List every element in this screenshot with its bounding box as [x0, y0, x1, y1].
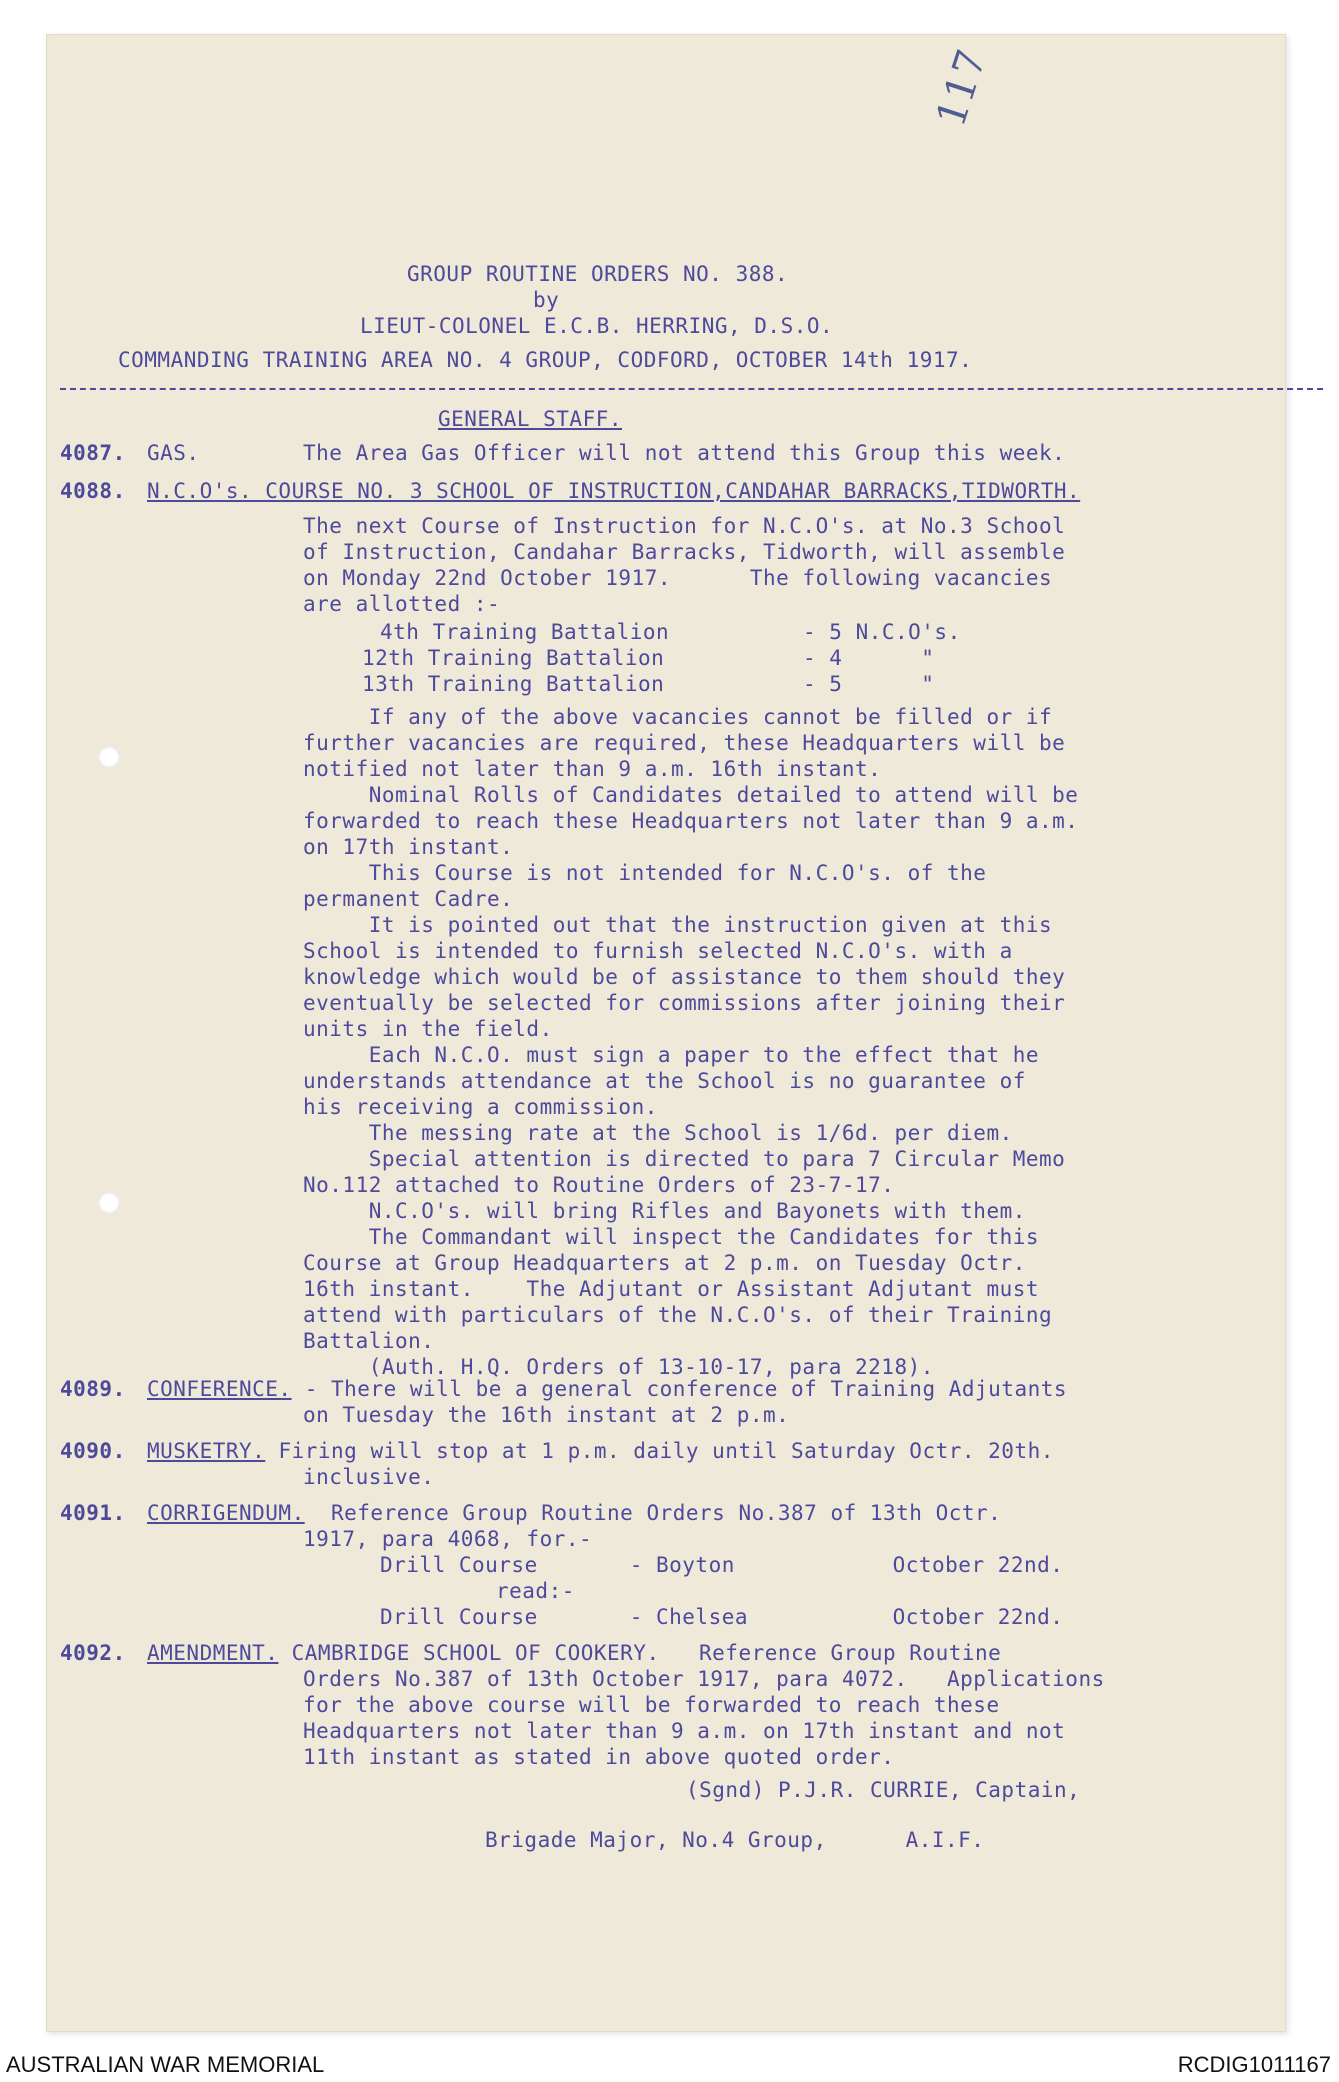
text-line: Each N.C.O. must sign a paper to the effect that he — [303, 1043, 1040, 1067]
text-line: inclusive. — [303, 1465, 435, 1489]
signature-line-2: Brigade Major, No.4 Group, A.I.F. — [485, 1828, 985, 1852]
text-line: on 17th instant. — [303, 835, 514, 859]
vacancy-count: - 5 " — [803, 672, 935, 696]
text-line: Battalion. — [303, 1329, 435, 1353]
corrigendum-for-row: Drill Course - Boyton October 22nd. — [380, 1553, 1064, 1577]
text-line: This Course is not intended for N.C.O's. of the — [303, 861, 987, 885]
text-line: attend with particulars of the N.C.O's. of their Training — [303, 1303, 1053, 1327]
order-subject: MUSKETRY. — [147, 1439, 266, 1463]
vacancy-unit: 13th Training Battalion — [362, 672, 665, 696]
text-line: units in the field. — [303, 1017, 553, 1041]
text-line: Nominal Rolls of Candidates detailed to attend will be — [303, 783, 1079, 807]
vacancy-unit: 4th Training Battalion — [380, 620, 670, 644]
text-line: notified not later than 9 a.m. 16th instant. — [303, 757, 882, 781]
text-line: It is pointed out that the instruction given at this — [303, 913, 1053, 937]
text-line: 11th instant as stated in above quoted order. — [303, 1745, 895, 1769]
text-line: The Commandant will inspect the Candidates for this — [303, 1225, 1040, 1249]
text-line: of Instruction, Candahar Barracks, Tidworth, will assemble — [303, 540, 1066, 564]
header-rule — [60, 388, 1323, 390]
text-line: CAMBRIDGE SCHOOL OF COOKERY. Reference Group Routine — [278, 1641, 1002, 1665]
text-line: are allotted :- — [303, 592, 501, 616]
order-text: The Area Gas Officer will not attend this Group this week. — [303, 441, 1066, 465]
order-4088-paragraph-1 — [303, 513, 1065, 617]
text-line: School is intended to furnish selected N.C.O's. with a — [303, 939, 1013, 963]
signature-line-1: (Sgnd) P.J.R. CURRIE, Captain, — [686, 1778, 1081, 1802]
text-line: eventually be selected for commissions after joining their — [303, 991, 1066, 1015]
order-4088-paragraph-2 — [303, 704, 1078, 1380]
header-line-3: LIEUT-COLONEL E.C.B. HERRING, D.S.O. — [360, 314, 834, 338]
text-line: on Monday 22nd October 1917. The following vacancies — [303, 566, 1053, 590]
corrigendum-read-row: Drill Course - Chelsea October 22nd. — [380, 1605, 1064, 1629]
text-line: If any of the above vacancies cannot be filled or if — [303, 705, 1053, 729]
order-number: 4087. — [60, 441, 126, 465]
footer-catalogue-id: RCDIG1011167 — [1177, 2052, 1331, 2077]
text-line: Firing will stop at 1 p.m. daily until Saturday Octr. 20th. — [265, 1439, 1054, 1463]
text-line: Course at Group Headquarters at 2 p.m. on Tuesday Octr. — [303, 1251, 1026, 1275]
order-number: 4091. — [60, 1501, 126, 1525]
order-4089-first-line — [147, 1376, 1067, 1402]
header-line-4: COMMANDING TRAINING AREA NO. 4 GROUP, CODFORD, OCTOBER 14th 1917. — [118, 348, 973, 372]
text-line: - There will be a general conference of Training Adjutants — [291, 1377, 1068, 1401]
vacancy-unit: 12th Training Battalion — [362, 646, 665, 670]
order-number: 4088. — [60, 479, 126, 503]
order-subject: N.C.O's. COURSE NO. 3 SCHOOL OF INSTRUCTION,CANDAHAR BARRACKS,TIDWORTH. — [147, 479, 1081, 503]
text-line: for the above course will be forwarded to reach these — [303, 1693, 1000, 1717]
order-number: 4090. — [60, 1439, 126, 1463]
text-line: forwarded to reach these Headquarters not later than 9 a.m. — [303, 809, 1079, 833]
order-4092-body — [303, 1666, 1105, 1770]
vacancy-count: - 4 " — [803, 646, 935, 670]
text-line: further vacancies are required, these Headquarters will be — [303, 731, 1066, 755]
text-line: Reference Group Routine Orders No.387 of 13th Octr. — [304, 1501, 1002, 1525]
text-line: understands attendance at the School is no guarantee of — [303, 1069, 1026, 1093]
section-title: GENERAL STAFF. — [438, 407, 623, 431]
text-line: knowledge which would be of assistance to them should they — [303, 965, 1066, 989]
header-line-1: GROUP ROUTINE ORDERS NO. 388. — [407, 262, 789, 286]
text-line: permanent Cadre. — [303, 887, 514, 911]
footer-archive-name: AUSTRALIAN WAR MEMORIAL — [6, 2052, 325, 2077]
text-line: Headquarters not later than 9 a.m. on 17th instant and not — [303, 1719, 1066, 1743]
text-line: his receiving a commission. — [303, 1095, 658, 1119]
text-line: Orders No.387 of 13th October 1917, para 4072. Applications — [303, 1667, 1105, 1691]
text-line: Special attention is directed to para 7 Circular Memo — [303, 1147, 1066, 1171]
header-line-2: by — [533, 288, 560, 312]
text-line: No.112 attached to Routine Orders of 23-7-17. — [303, 1173, 895, 1197]
order-4092-first-line — [147, 1640, 1001, 1666]
order-4091-first-line — [147, 1500, 1001, 1526]
text-line: The next Course of Instruction for N.C.O's. at No.3 School — [303, 514, 1066, 538]
order-number: 4089. — [60, 1377, 126, 1401]
vacancy-count: - 5 N.C.O's. — [803, 620, 961, 644]
text-line: on Tuesday the 16th instant at 2 p.m. — [303, 1403, 790, 1427]
order-subject: CONFERENCE. — [147, 1377, 292, 1401]
text-line: (Auth. H.Q. Orders of 13-10-17, para 2218). — [303, 1355, 934, 1379]
handwritten-folio-number: 117 — [928, 43, 996, 133]
corrigendum-read-label: read:- — [496, 1579, 575, 1603]
order-4090-first-line — [147, 1438, 1054, 1464]
order-subject: AMENDMENT. — [147, 1641, 279, 1665]
text-line: The messing rate at the School is 1/6d. per diem. — [303, 1121, 1013, 1145]
order-subject: CORRIGENDUM. — [147, 1501, 305, 1525]
order-subject: GAS. — [147, 441, 200, 465]
text-line: 16th instant. The Adjutant or Assistant Adjutant must — [303, 1277, 1040, 1301]
order-number: 4092. — [60, 1641, 126, 1665]
text-line: 1917, para 4068, for.- — [303, 1527, 593, 1551]
text-line: N.C.O's. will bring Rifles and Bayonets with them. — [303, 1199, 1026, 1223]
